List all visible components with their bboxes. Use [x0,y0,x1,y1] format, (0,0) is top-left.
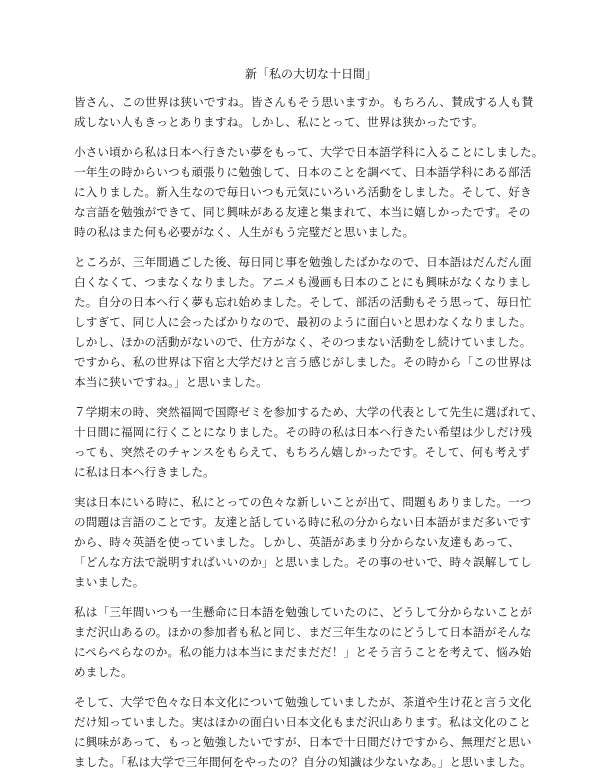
paragraph-line: だけ知っていました。実はほかの面白い日本文化もまだ沢山あります。私は文化のこと [74,715,532,729]
paragraph-line: 実は日本にいる時に、私にとっての色々な新しいことが出て、問題もありました。一つ [74,495,532,509]
paragraph [74,692,540,772]
paragraph-line: に興味があって、もっと勉強したいですが、日本で十日間だけですから、無理だと思い [74,735,532,749]
document-title: 新「私の大切な十日間」 [244,67,377,81]
paragraph-line: た。自分の日本へ行く夢も忘れ始めました。そして、部活の活動もそう思って、毎日忙 [74,295,532,309]
paragraph-line: そして、大学で色々な日本文化について勉強していましたが、茶道や生け花と言う文化 [74,695,532,709]
paragraph-line: ところが、三年間過ごした後、毎日同じ事を勉強したばかなので、日本語はだんだん面 [74,255,532,269]
paragraph-line: っても、突然そのチャンスをもらえて、もちろん嬉しかったです。そして、何も考えず [74,445,530,459]
paragraph [74,252,540,392]
paragraph-line: しかし、ほかの活動がないので、仕方がなく、そのつまない活動をし続けていました。 [74,335,532,349]
paragraph-line: に入りました。新入生なので毎日いつも元気にいろいろ活動をしました。そして、好き [74,185,532,199]
paragraph-line: 一年生の時からいつも頑張りに勉強して、日本のことを調べて、日本語学科にある部活 [74,165,532,179]
paragraph-line: にぺらぺらなのか。私の能力は本当にまだまだだ！」とそう言うことを考えて、悩み始 [74,645,532,659]
paragraph-line: しすぎて、同じ人に会ったばかりなので、最初のように面白いと思わなくなりました。 [74,315,532,329]
paragraph-line: ７学期末の時、突然福岡で国際ゼミを参加するため、大学の代表として先生に選ばれて、 [74,405,544,419]
paragraph-line: 本当に狭いですね。」と思いました。 [74,375,268,389]
paragraph-line: めました。 [74,665,133,679]
paragraph-line: まいました。 [74,575,145,589]
paragraph-line: な言語を勉強ができて、同じ興味がある友達と集まれて、本当に嬉しかったです。その [74,205,531,219]
paragraph [74,402,544,482]
paragraph-line: に私は日本へ行きました。 [74,465,215,479]
paragraph [74,492,540,592]
paragraph-line: 小さい頃から私は日本へ行きたい夢をもって、大学で日本語学科に入ることにしました。 [74,145,544,159]
paragraph-line: ました。「私は大学で三年間何をやったの？自分の知識は少ないなあ。」と思いました。 [74,755,532,769]
paragraph [74,602,540,682]
paragraph-line: 白くなくて、つまなくなりました。アニメも漫画も日本のことにも興味がなくなりまし [74,275,532,289]
paragraph-line: 時の私はまた何も必要がなく、人生がもう完璧だと思いました。 [74,225,415,239]
paragraph [74,92,540,132]
paragraph-line: 私は「三年間いつも一生懸命に日本語を勉強していたのに、どうして分からないことが [74,605,533,619]
paragraph-line: 「どんな方法で説明すればいいのか」と思いました。その事のせいで、時々誤解してし [74,555,532,569]
paragraph-line: から、時々英語を使っていました。しかし、英語があまり分からない友達もあって、 [74,535,520,549]
paragraph-line: まだ沢山あるの。ほかの参加者も私と同じ、まだ三年生なのにどうして日本語がそんな [74,625,532,639]
paragraph-line: の問題は言語のことです。友達と話している時に私の分からない日本語がまだ多いです [74,515,532,529]
paragraph-line: 皆さん、この世界は狭いですね。皆さんもそう思いますか。もちろん、賛成する人も賛 [74,95,534,109]
paragraph-line: 成しない人もきっとありますね。しかし、私にとって、世界は狭かったです。 [74,115,484,129]
paragraph-line: 十日間に福岡に行くことになりました。その時の私は日本へ行きたい希望は少しだけ残 [74,425,533,439]
paragraph [74,142,544,242]
document-body [74,92,544,772]
paragraph-line: ですから、私の世界は下宿と大学だけと言う感じがしました。その時から「この世界は [74,355,533,369]
